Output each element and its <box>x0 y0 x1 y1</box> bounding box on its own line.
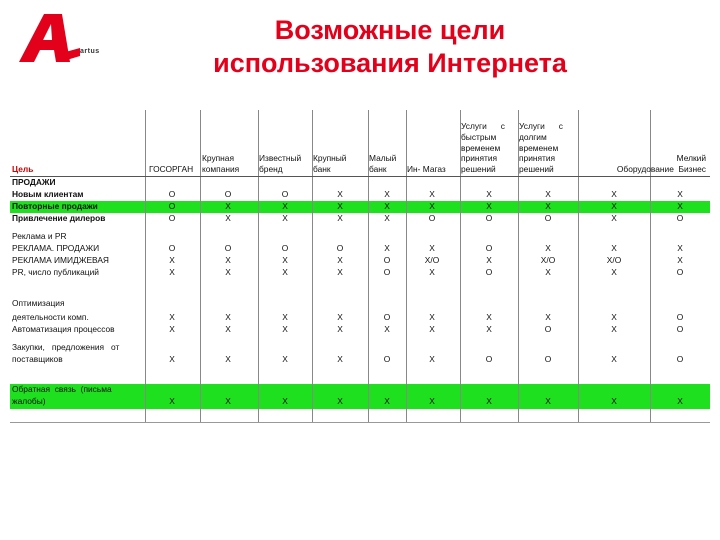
row-label: РЕКЛАМА. ПРОДАЖИ <box>12 243 100 253</box>
table-cell: X <box>225 267 231 277</box>
table-cell: X <box>384 396 390 406</box>
page-title <box>110 14 670 80</box>
row-label: Реклама и PR <box>12 231 67 241</box>
table-cell: X <box>282 267 288 277</box>
table-cell: X <box>545 189 551 199</box>
table-cell: O <box>224 243 232 253</box>
table-cell: X <box>282 396 288 406</box>
table-cell: O <box>281 189 289 199</box>
table-cell: X <box>337 213 343 223</box>
table-cell: X <box>337 255 343 265</box>
table-cell: O <box>485 243 493 253</box>
table-cell: O <box>168 213 176 223</box>
table-cell: O <box>676 324 684 334</box>
table-cell: X/O <box>606 255 622 265</box>
table-cell: X <box>486 189 492 199</box>
column-header: Ин- Магаз <box>407 164 446 175</box>
table-cell: X <box>337 201 343 211</box>
table-cell: X <box>429 267 435 277</box>
artus-logo-icon <box>14 12 84 64</box>
table-cell: X <box>225 312 231 322</box>
table-cell: O <box>485 267 493 277</box>
table-bottom-line <box>10 422 710 423</box>
row-label: Автоматизация процессов <box>12 324 115 334</box>
row-label: Привлечение дилеров <box>12 213 106 223</box>
table-cell: X <box>429 396 435 406</box>
table-cell: X <box>486 201 492 211</box>
table-cell: O <box>336 243 344 253</box>
table-cell: X <box>545 312 551 322</box>
column-divider <box>200 110 201 422</box>
table-cell: X <box>677 201 683 211</box>
column-header: Крупный банк <box>313 153 347 175</box>
row-label: ПРОДАЖИ <box>12 177 56 187</box>
table-cell: X <box>337 324 343 334</box>
corner-label: Цель <box>12 164 34 174</box>
row-label: Оптимизация <box>12 298 65 308</box>
table-cell: X <box>486 396 492 406</box>
table-cell: X <box>611 396 617 406</box>
table-cell: X <box>429 189 435 199</box>
table-cell: X <box>384 201 390 211</box>
column-divider <box>145 110 146 422</box>
column-header: Услуги с быстрым временем принятия решений <box>461 121 505 175</box>
column-header: Мелкий Оборудование Бизнес <box>616 153 706 175</box>
column-divider <box>578 110 579 422</box>
row-label: РЕКЛАМА ИМИДЖЕВАЯ <box>12 255 109 265</box>
table-cell: X <box>429 324 435 334</box>
title-line-1: Возможные цели <box>274 15 506 45</box>
table-cell: O <box>281 243 289 253</box>
table-cell: O <box>544 354 552 364</box>
table-cell: X <box>225 255 231 265</box>
table-cell: X <box>225 201 231 211</box>
table-cell: O <box>224 189 232 199</box>
row-label: жалобы) <box>12 396 46 406</box>
table-cell: X <box>486 255 492 265</box>
row-label: Повторные продажи <box>12 201 98 211</box>
table-cell: O <box>544 324 552 334</box>
table-cell: X <box>282 312 288 322</box>
table-cell: X <box>429 201 435 211</box>
table-cell: X <box>677 255 683 265</box>
table-cell: X <box>337 267 343 277</box>
table-cell: X <box>486 312 492 322</box>
table-cell: X <box>429 243 435 253</box>
table-cell: X <box>611 243 617 253</box>
table-cell: O <box>168 201 176 211</box>
table-cell: X <box>677 396 683 406</box>
table-cell: X <box>545 243 551 253</box>
column-header: Услуги с долгим временем принятия решений <box>519 121 563 175</box>
table-cell: X <box>225 324 231 334</box>
row-label: деятельности комп. <box>12 312 89 322</box>
table-cell: X <box>384 324 390 334</box>
row-label: Обратная связь (письма <box>12 384 112 394</box>
column-divider <box>406 110 407 422</box>
table-cell: O <box>676 354 684 364</box>
table-cell: X <box>169 255 175 265</box>
table-cell: X <box>169 396 175 406</box>
table-cell: X <box>225 354 231 364</box>
table-cell: O <box>544 213 552 223</box>
table-cell: X <box>486 324 492 334</box>
table-cell: X <box>384 189 390 199</box>
row-label: PR, число публикаций <box>12 267 99 277</box>
table-cell: X <box>611 213 617 223</box>
row-label: Новым клиентам <box>12 189 84 199</box>
header-divider <box>10 176 710 177</box>
table-cell: X/O <box>424 255 440 265</box>
table-cell: O <box>168 189 176 199</box>
table-cell: X <box>611 267 617 277</box>
table-cell: X <box>337 354 343 364</box>
table-cell: X <box>429 354 435 364</box>
table-cell: X <box>282 324 288 334</box>
table-cell: O <box>383 312 391 322</box>
row-label: поставщиков <box>12 354 63 364</box>
table-cell: O <box>676 267 684 277</box>
table-cell: X <box>225 396 231 406</box>
table-cell: O <box>676 213 684 223</box>
table-cell: X <box>384 243 390 253</box>
table-cell: X <box>384 213 390 223</box>
table-cell: X <box>282 213 288 223</box>
table-cell: O <box>485 213 493 223</box>
table-cell: O <box>676 312 684 322</box>
column-header: ГОСОРГАН <box>149 164 194 174</box>
table-cell: X <box>169 312 175 322</box>
table-cell: X <box>169 267 175 277</box>
table-cell: X <box>677 243 683 253</box>
table-cell: O <box>485 354 493 364</box>
column-header: Крупная компания <box>202 153 240 175</box>
table-cell: X <box>545 267 551 277</box>
table-cell: O <box>383 267 391 277</box>
table-cell: X <box>611 189 617 199</box>
table-cell: O <box>168 243 176 253</box>
row-label: Закупки, предложения от <box>12 342 120 352</box>
table-cell: X <box>677 189 683 199</box>
table-cell: O <box>383 354 391 364</box>
artus-logo <box>14 12 114 64</box>
table-cell: X <box>282 354 288 364</box>
table-cell: X <box>611 312 617 322</box>
table-cell: X <box>169 354 175 364</box>
logo-text: artus <box>80 48 100 55</box>
table-cell: X <box>429 312 435 322</box>
table-cell: X <box>337 189 343 199</box>
table-cell: X <box>611 324 617 334</box>
table-cell: X <box>337 396 343 406</box>
column-header: Малый банк <box>369 153 397 175</box>
table-cell: X <box>282 255 288 265</box>
table-cell: O <box>428 213 436 223</box>
table-cell: X <box>611 354 617 364</box>
title-line-2: использования Интернета <box>213 48 567 78</box>
column-header: Известный бренд <box>259 153 302 175</box>
table-cell: O <box>383 255 391 265</box>
table-cell: X <box>545 396 551 406</box>
table-cell: X <box>611 201 617 211</box>
table-cell: X <box>169 324 175 334</box>
table-cell: X/O <box>540 255 556 265</box>
table-cell: X <box>337 312 343 322</box>
table-cell: X <box>282 201 288 211</box>
table-cell: X <box>545 201 551 211</box>
table-cell: X <box>225 213 231 223</box>
